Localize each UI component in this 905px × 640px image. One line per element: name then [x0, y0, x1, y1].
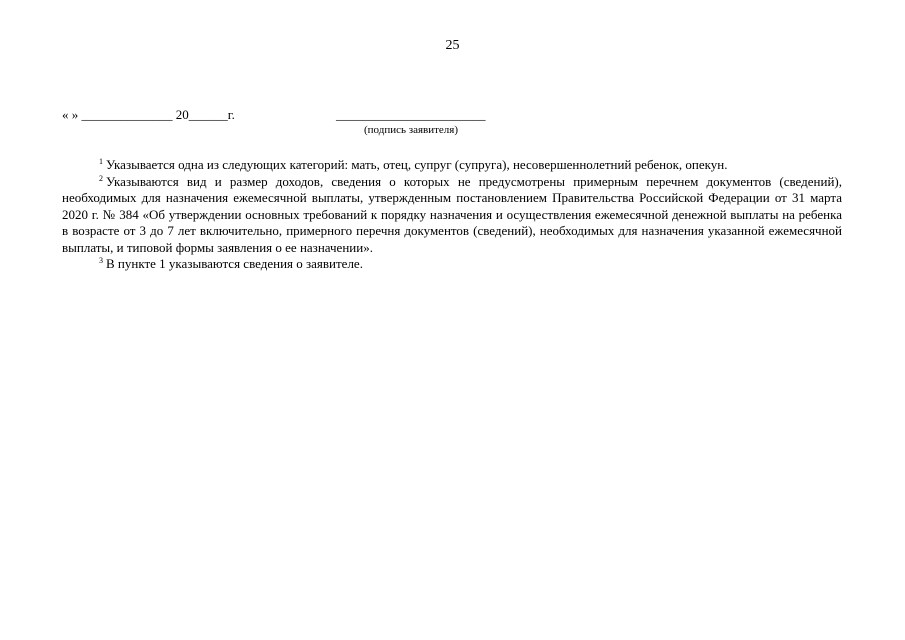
footnote-3	[62, 256, 842, 273]
footnote-marker: 2	[99, 173, 103, 183]
footnotes	[62, 157, 842, 273]
page-number: 25	[445, 38, 460, 53]
signature-line: _______________________	[336, 107, 486, 122]
date-line: « » ______________ 20______г.	[62, 107, 235, 122]
footnote-text: Указывается одна из следующих категорий: мать, отец, супруг (супруга), несовершеннолетний ребенок, опекун.	[106, 157, 728, 172]
footnote-text: В пункте 1 указываются сведения о заявителе.	[106, 256, 363, 271]
footnote-marker: 3	[99, 256, 103, 265]
footnote-1	[62, 157, 842, 174]
signature-caption: (подпись заявителя)	[364, 124, 459, 136]
footnote-text: Указываются вид и размер доходов, сведения о которых не предусмотрены примерным перечнем документов (сведений), необходимых для назначения ежемесячной выплаты, утвержденным постановлением Правительства Российской Федерации от 31 марта 2020 г. № 384 «Об утверждении основных требований к порядку назначения и осуществления ежемесячной денежной выплаты на ребенка в возрасте от 3 до 7 лет включительно, примерного перечня документов (сведений), необходимых для назначения указанной ежемесячной выплаты, и типовой формы заявления о ее назначении».	[62, 173, 842, 255]
footnote-2	[62, 174, 842, 257]
footnote-marker: 1	[99, 157, 103, 166]
